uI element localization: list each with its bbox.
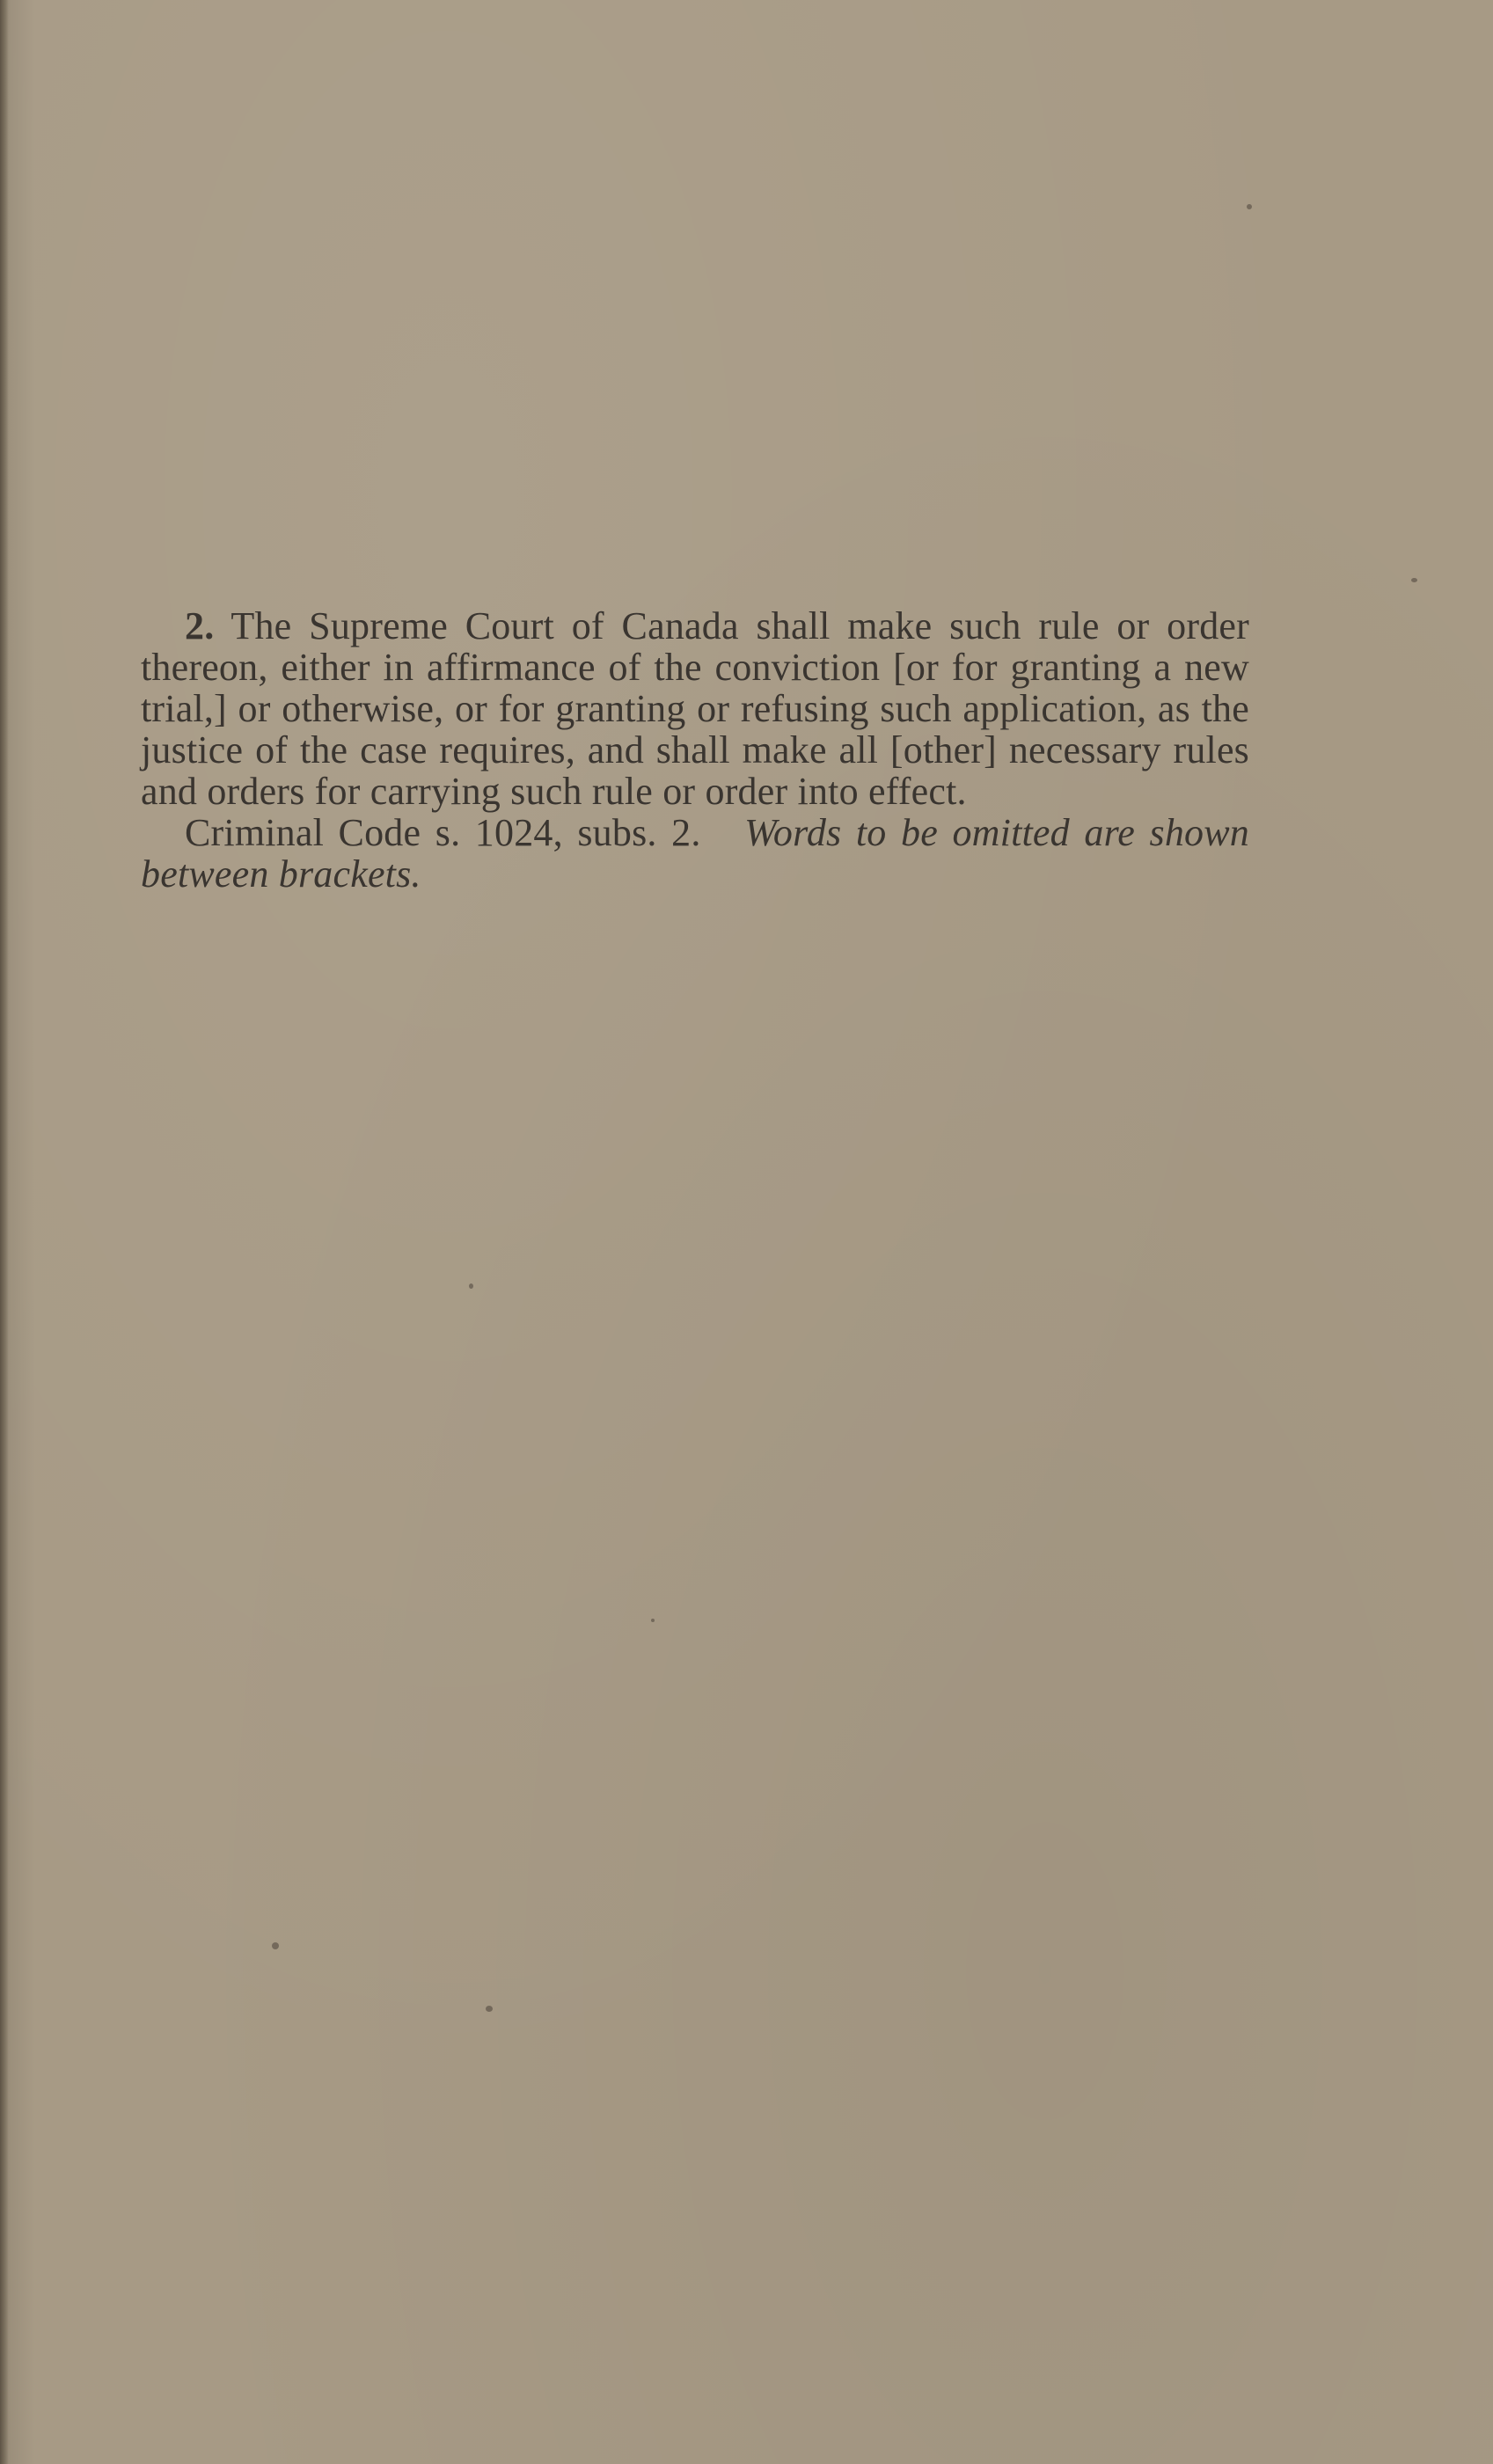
paper-speck [469,1283,473,1289]
source-paragraph [141,812,1249,895]
section-paragraph [141,605,1249,812]
paper-speck [272,1942,279,1949]
page-edge-shadow [0,0,9,2464]
editorial-note: Words to be omitted are shown between brackets. [141,811,1249,896]
paper-speck [651,1619,655,1622]
source-citation: Criminal Code s. 1024, subs. 2. [185,811,701,854]
paper-speck [1247,204,1252,209]
body-text [141,605,1249,895]
section-text: The Supreme Court of Canada shall make such rule or order thereon, either in affirmance of the conviction [or for granting a new trial,] or otherwise, or for granting or refusing such application, as the justice of the case requires, and shall make all [other] necessary rules and orders for carrying such rule or order into effect. [141,604,1249,813]
paper-speck [486,2006,493,2012]
section-number: 2. [185,604,215,647]
paper-speck [1411,578,1417,582]
